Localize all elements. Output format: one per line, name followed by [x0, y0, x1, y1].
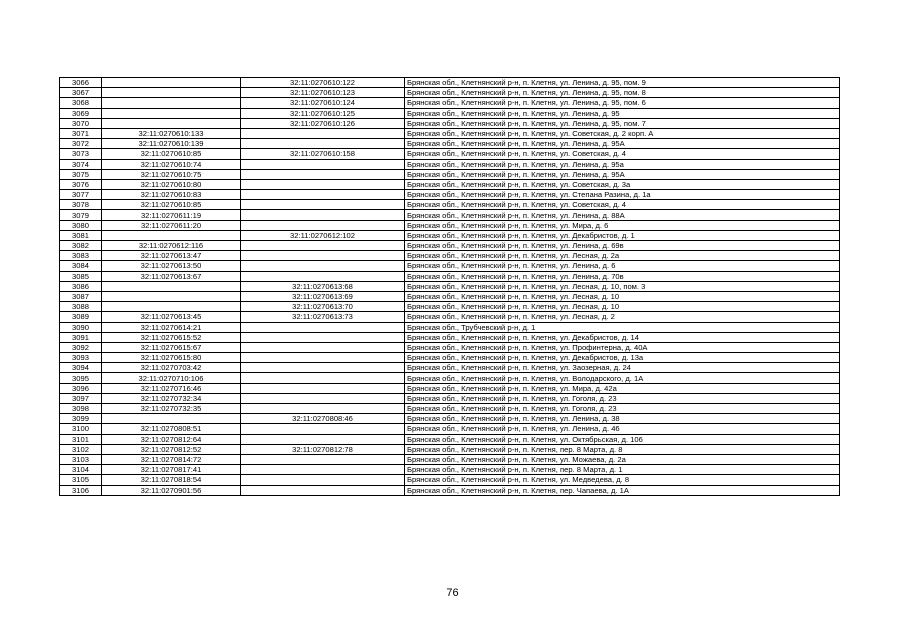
address-cell: Брянская обл., Клетнянский р-н, п. Клетня, ул. Гоголя, д. 23: [405, 404, 840, 414]
new-cadastral-number-cell: [241, 190, 405, 200]
cadastral-number-cell: 32:11:0270610:83: [102, 190, 241, 200]
new-cadastral-number-cell: [241, 210, 405, 220]
new-cadastral-number-cell: [241, 251, 405, 261]
row-number-cell: 3098: [60, 404, 102, 414]
cadastral-number-cell: 32:11:0270610:74: [102, 159, 241, 169]
cadastral-number-cell: [102, 108, 241, 118]
cadastral-number-cell: 32:11:0270812:52: [102, 444, 241, 454]
new-cadastral-number-cell: [241, 485, 405, 495]
row-number-cell: 3092: [60, 342, 102, 352]
row-number-cell: 3076: [60, 179, 102, 189]
row-number-cell: 3075: [60, 169, 102, 179]
cadastral-number-cell: 32:11:0270615:67: [102, 342, 241, 352]
table-row: [60, 78, 840, 88]
new-cadastral-number-cell: [241, 332, 405, 342]
cadastral-number-cell: [102, 302, 241, 312]
cadastral-number-cell: 32:11:0270613:50: [102, 261, 241, 271]
new-cadastral-number-cell: 32:11:0270610:124: [241, 98, 405, 108]
table-row: [60, 485, 840, 495]
address-cell: Брянская обл., Клетнянский р-н, п. Клетня, ул. Советская, д. 2 корп. А: [405, 128, 840, 138]
row-number-cell: 3091: [60, 332, 102, 342]
new-cadastral-number-cell: 32:11:0270610:158: [241, 149, 405, 159]
cadastral-number-cell: 32:11:0270817:41: [102, 465, 241, 475]
cadastral-number-cell: 32:11:0270703:42: [102, 363, 241, 373]
row-number-cell: 3083: [60, 251, 102, 261]
cadastral-number-cell: 32:11:0270612:116: [102, 241, 241, 251]
address-cell: Брянская обл., Трубчевский р-н, д. 1: [405, 322, 840, 332]
cadastral-number-cell: 32:11:0270615:80: [102, 353, 241, 363]
table-row: [60, 220, 840, 230]
address-cell: Брянская обл., Клетнянский р-н, п. Клетня, ул. Заозерная, д. 24: [405, 363, 840, 373]
new-cadastral-number-cell: 32:11:0270610:123: [241, 88, 405, 98]
table-row: [60, 454, 840, 464]
address-cell: Брянская обл., Клетнянский р-н, п. Клетня, ул. Степана Разина, д. 1а: [405, 190, 840, 200]
new-cadastral-number-cell: [241, 363, 405, 373]
table-row: [60, 179, 840, 189]
address-cell: Брянская обл., Клетнянский р-н, п. Клетня, ул. Декабристов, д. 1: [405, 230, 840, 240]
table-row: [60, 404, 840, 414]
row-number-cell: 3079: [60, 210, 102, 220]
cadastral-number-cell: 32:11:0270615:52: [102, 332, 241, 342]
new-cadastral-number-cell: [241, 434, 405, 444]
row-number-cell: 3074: [60, 159, 102, 169]
table-row: [60, 271, 840, 281]
row-number-cell: 3080: [60, 220, 102, 230]
row-number-cell: 3100: [60, 424, 102, 434]
address-cell: Брянская обл., Клетнянский р-н, п. Клетня, ул. Ленина, д. 95, пом. 8: [405, 88, 840, 98]
table-row: [60, 98, 840, 108]
address-cell: Брянская обл., Клетнянский р-н, п. Клетня, ул. Володарского, д. 1А: [405, 373, 840, 383]
address-cell: Брянская обл., Клетнянский р-н, п. Клетня, пер. 8 Марта, д. 1: [405, 465, 840, 475]
cadastral-number-cell: 32:11:0270614:21: [102, 322, 241, 332]
row-number-cell: 3088: [60, 302, 102, 312]
cadastral-number-cell: 32:11:0270610:139: [102, 139, 241, 149]
address-cell: Брянская обл., Клетнянский р-н, п. Клетня, ул. Ленина, д. 6: [405, 261, 840, 271]
table-row: [60, 302, 840, 312]
address-cell: Брянская обл., Клетнянский р-н, п. Клетня, ул. Ленина, д. 69в: [405, 241, 840, 251]
new-cadastral-number-cell: [241, 128, 405, 138]
table-row: [60, 475, 840, 485]
table-row: [60, 281, 840, 291]
address-cell: Брянская обл., Клетнянский р-н, п. Клетня, ул. Советская, д. 3а: [405, 179, 840, 189]
address-cell: Брянская обл., Клетнянский р-н, п. Клетня, пер. Чапаева, д. 1А: [405, 485, 840, 495]
table-row: [60, 261, 840, 271]
address-cell: Брянская обл., Клетнянский р-н, п. Клетня, ул. Ленина, д. 95А: [405, 169, 840, 179]
new-cadastral-number-cell: 32:11:0270613:73: [241, 312, 405, 322]
cadastral-number-cell: [102, 281, 241, 291]
new-cadastral-number-cell: [241, 159, 405, 169]
row-number-cell: 3101: [60, 434, 102, 444]
row-number-cell: 3087: [60, 291, 102, 301]
cadastral-number-cell: 32:11:0270610:75: [102, 169, 241, 179]
table-row: [60, 118, 840, 128]
row-number-cell: 3094: [60, 363, 102, 373]
address-cell: Брянская обл., Клетнянский р-н, п. Клетня, ул. Лесная, д. 10, пом. 3: [405, 281, 840, 291]
row-number-cell: 3085: [60, 271, 102, 281]
cadastral-number-cell: 32:11:0270613:45: [102, 312, 241, 322]
address-cell: Брянская обл., Клетнянский р-н, п. Клетня, ул. Гоголя, д. 23: [405, 393, 840, 403]
address-cell: Брянская обл., Клетнянский р-н, п. Клетня, ул. Ленина, д. 70в: [405, 271, 840, 281]
new-cadastral-number-cell: [241, 271, 405, 281]
address-cell: Брянская обл., Клетнянский р-н, п. Клетня, ул. Ленина, д. 46: [405, 424, 840, 434]
new-cadastral-number-cell: [241, 179, 405, 189]
table-row: [60, 190, 840, 200]
row-number-cell: 3097: [60, 393, 102, 403]
new-cadastral-number-cell: [241, 465, 405, 475]
table-row: [60, 291, 840, 301]
table-row: [60, 383, 840, 393]
cadastral-number-cell: 32:11:0270610:85: [102, 149, 241, 159]
address-cell: Брянская обл., Клетнянский р-н, п. Клетня, ул. Ленина, д. 95а: [405, 159, 840, 169]
row-number-cell: 3067: [60, 88, 102, 98]
address-cell: Брянская обл., Клетнянский р-н, п. Клетня, ул. Можаева, д. 2а: [405, 454, 840, 464]
table-row: [60, 159, 840, 169]
new-cadastral-number-cell: 32:11:0270613:69: [241, 291, 405, 301]
address-cell: Брянская обл., Клетнянский р-н, п. Клетня, ул. Профинтерна, д. 40А: [405, 342, 840, 352]
address-cell: Брянская обл., Клетнянский р-н, п. Клетня, ул. Ленина, д. 95, пом. 7: [405, 118, 840, 128]
row-number-cell: 3073: [60, 149, 102, 159]
cadastral-number-cell: [102, 118, 241, 128]
cadastral-number-cell: 32:11:0270812:64: [102, 434, 241, 444]
cadastral-number-cell: 32:11:0270610:80: [102, 179, 241, 189]
table-row: [60, 414, 840, 424]
row-number-cell: 3104: [60, 465, 102, 475]
row-number-cell: 3090: [60, 322, 102, 332]
cadastral-number-cell: 32:11:0270814:72: [102, 454, 241, 464]
new-cadastral-number-cell: [241, 241, 405, 251]
cadastral-number-cell: [102, 78, 241, 88]
row-number-cell: 3102: [60, 444, 102, 454]
row-number-cell: 3069: [60, 108, 102, 118]
new-cadastral-number-cell: [241, 200, 405, 210]
row-number-cell: 3106: [60, 485, 102, 495]
cadastral-number-cell: 32:11:0270613:67: [102, 271, 241, 281]
address-cell: Брянская обл., Клетнянский р-н, п. Клетня, ул. Лесная, д. 2: [405, 312, 840, 322]
table-row: [60, 342, 840, 352]
new-cadastral-number-cell: 32:11:0270812:78: [241, 444, 405, 454]
row-number-cell: 3084: [60, 261, 102, 271]
new-cadastral-number-cell: [241, 475, 405, 485]
address-cell: Брянская обл., Клетнянский р-н, п. Клетня, ул. Ленина, д. 95: [405, 108, 840, 118]
row-number-cell: 3066: [60, 78, 102, 88]
table-row: [60, 332, 840, 342]
table-row: [60, 393, 840, 403]
cadastral-number-cell: 32:11:0270610:85: [102, 200, 241, 210]
row-number-cell: 3077: [60, 190, 102, 200]
address-cell: Брянская обл., Клетнянский р-н, п. Клетня, ул. Ленина, д. 38: [405, 414, 840, 424]
table-row: [60, 128, 840, 138]
new-cadastral-number-cell: [241, 383, 405, 393]
cadastral-number-cell: [102, 291, 241, 301]
row-number-cell: 3068: [60, 98, 102, 108]
cadastral-number-cell: 32:11:0270613:47: [102, 251, 241, 261]
new-cadastral-number-cell: [241, 261, 405, 271]
address-cell: Брянская обл., Клетнянский р-н, п. Клетня, ул. Советская, д. 4: [405, 200, 840, 210]
cadastral-number-cell: 32:11:0270611:19: [102, 210, 241, 220]
address-cell: Брянская обл., Клетнянский р-н, п. Клетня, ул. Декабристов, д. 14: [405, 332, 840, 342]
address-cell: Брянская обл., Клетнянский р-н, п. Клетня, ул. Декабристов, д. 13а: [405, 353, 840, 363]
cadastral-number-cell: 32:11:0270610:133: [102, 128, 241, 138]
address-cell: Брянская обл., Клетнянский р-н, п. Клетня, ул. Ленина, д. 88А: [405, 210, 840, 220]
address-cell: Брянская обл., Клетнянский р-н, п. Клетня, ул. Ленина, д. 95, пом. 9: [405, 78, 840, 88]
table-row: [60, 139, 840, 149]
row-number-cell: 3093: [60, 353, 102, 363]
new-cadastral-number-cell: [241, 342, 405, 352]
table-row: [60, 444, 840, 454]
cadastral-number-cell: 32:11:0270716:46: [102, 383, 241, 393]
row-number-cell: 3081: [60, 230, 102, 240]
table-row: [60, 322, 840, 332]
new-cadastral-number-cell: [241, 169, 405, 179]
address-cell: Брянская обл., Клетнянский р-н, п. Клетня, ул. Ленина, д. 95А: [405, 139, 840, 149]
row-number-cell: 3089: [60, 312, 102, 322]
cadastral-number-cell: 32:11:0270732:34: [102, 393, 241, 403]
new-cadastral-number-cell: [241, 353, 405, 363]
address-cell: Брянская обл., Клетнянский р-н, п. Клетня, ул. Октябрьская, д. 106: [405, 434, 840, 444]
new-cadastral-number-cell: [241, 220, 405, 230]
address-cell: Брянская обл., Клетнянский р-н, п. Клетня, ул. Лесная, д. 10: [405, 291, 840, 301]
table-row: [60, 465, 840, 475]
records-table-body: [60, 78, 840, 496]
table-row: [60, 312, 840, 322]
table-row: [60, 434, 840, 444]
page-number: 76: [446, 587, 459, 599]
cadastral-number-cell: [102, 98, 241, 108]
table-row: [60, 230, 840, 240]
table-row: [60, 88, 840, 98]
new-cadastral-number-cell: 32:11:0270610:122: [241, 78, 405, 88]
row-number-cell: 3082: [60, 241, 102, 251]
cadastral-number-cell: 32:11:0270732:35: [102, 404, 241, 414]
address-cell: Брянская обл., Клетнянский р-н, п. Клетня, ул. Советская, д. 4: [405, 149, 840, 159]
row-number-cell: 3070: [60, 118, 102, 128]
row-number-cell: 3071: [60, 128, 102, 138]
new-cadastral-number-cell: [241, 424, 405, 434]
new-cadastral-number-cell: [241, 454, 405, 464]
table-row: [60, 251, 840, 261]
row-number-cell: 3086: [60, 281, 102, 291]
cadastral-number-cell: 32:11:0270818:54: [102, 475, 241, 485]
row-number-cell: 3072: [60, 139, 102, 149]
new-cadastral-number-cell: 32:11:0270612:102: [241, 230, 405, 240]
cadastral-number-cell: [102, 414, 241, 424]
row-number-cell: 3105: [60, 475, 102, 485]
address-cell: Брянская обл., Клетнянский р-н, п. Клетня, ул. Лесная, д. 10: [405, 302, 840, 312]
records-table: [59, 77, 840, 496]
cadastral-number-cell: 32:11:0270710:106: [102, 373, 241, 383]
new-cadastral-number-cell: 32:11:0270613:68: [241, 281, 405, 291]
cadastral-number-cell: 32:11:0270901:56: [102, 485, 241, 495]
new-cadastral-number-cell: [241, 404, 405, 414]
table-row: [60, 149, 840, 159]
address-cell: Брянская обл., Клетнянский р-н, п. Клетня, ул. Мира, д. 6: [405, 220, 840, 230]
address-cell: Брянская обл., Клетнянский р-н, п. Клетня, ул. Медведева, д. 8: [405, 475, 840, 485]
new-cadastral-number-cell: [241, 373, 405, 383]
row-number-cell: 3095: [60, 373, 102, 383]
cadastral-number-cell: [102, 88, 241, 98]
new-cadastral-number-cell: 32:11:0270610:126: [241, 118, 405, 128]
cadastral-number-cell: 32:11:0270808:51: [102, 424, 241, 434]
cadastral-number-cell: 32:11:0270611:20: [102, 220, 241, 230]
new-cadastral-number-cell: 32:11:0270808:46: [241, 414, 405, 424]
address-cell: Брянская обл., Клетнянский р-н, п. Клетня, ул. Ленина, д. 95, пом. 6: [405, 98, 840, 108]
row-number-cell: 3099: [60, 414, 102, 424]
table-row: [60, 373, 840, 383]
row-number-cell: 3096: [60, 383, 102, 393]
address-cell: Брянская обл., Клетнянский р-н, п. Клетня, ул. Мира, д. 42а: [405, 383, 840, 393]
table-row: [60, 200, 840, 210]
address-cell: Брянская обл., Клетнянский р-н, п. Клетня, ул. Лесная, д. 2а: [405, 251, 840, 261]
table-row: [60, 363, 840, 373]
new-cadastral-number-cell: [241, 393, 405, 403]
table-row: [60, 241, 840, 251]
row-number-cell: 3078: [60, 200, 102, 210]
table-row: [60, 424, 840, 434]
table-row: [60, 210, 840, 220]
address-cell: Брянская обл., Клетнянский р-н, п. Клетня, пер. 8 Марта, д. 8: [405, 444, 840, 454]
table-row: [60, 108, 840, 118]
cadastral-number-cell: [102, 230, 241, 240]
new-cadastral-number-cell: 32:11:0270613:70: [241, 302, 405, 312]
new-cadastral-number-cell: [241, 139, 405, 149]
new-cadastral-number-cell: [241, 322, 405, 332]
table-row: [60, 169, 840, 179]
row-number-cell: 3103: [60, 454, 102, 464]
table-row: [60, 353, 840, 363]
new-cadastral-number-cell: 32:11:0270610:125: [241, 108, 405, 118]
